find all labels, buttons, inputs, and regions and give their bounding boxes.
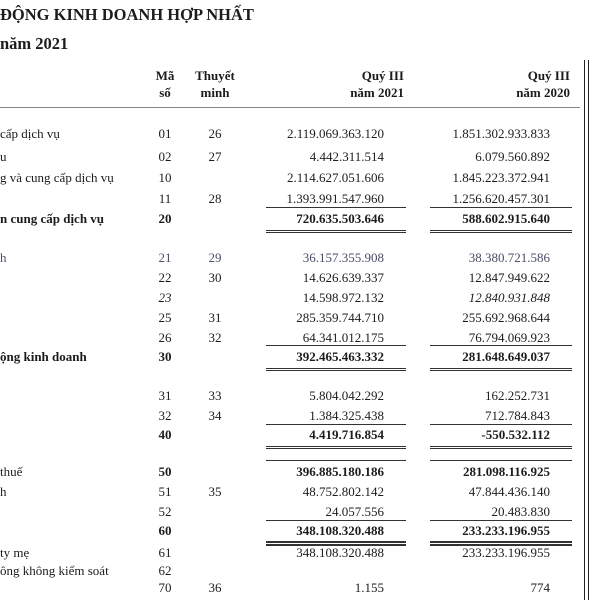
header-code xyxy=(150,67,180,101)
table-row xyxy=(0,168,580,188)
row-note: 34 xyxy=(208,408,222,423)
row-label: u xyxy=(0,149,7,164)
row-value-2020: 233.233.196.955 xyxy=(462,523,550,538)
header-code-line1: Mã xyxy=(155,68,175,83)
row-code: 32 xyxy=(158,408,172,423)
row-code: 25 xyxy=(158,310,172,325)
row-label: h xyxy=(0,484,7,499)
total-double-rule xyxy=(266,368,406,371)
row-note: 31 xyxy=(208,310,222,325)
row-value-2021: 2.114.627.051.606 xyxy=(286,170,384,185)
header-code-line2: số xyxy=(159,85,171,100)
row-value-2021: 2.119.069.363.120 xyxy=(286,126,384,141)
row-note: 33 xyxy=(208,388,222,403)
row-value-2020: 47.844.436.140 xyxy=(468,484,550,499)
table-row xyxy=(0,189,580,209)
table-row-total xyxy=(0,209,580,229)
row-code: 02 xyxy=(158,149,172,164)
row-label: thuế xyxy=(0,464,23,479)
table-row xyxy=(0,268,580,288)
subtotal-rule xyxy=(430,345,572,346)
header-q2021 xyxy=(244,67,404,101)
row-label: ty mẹ xyxy=(0,545,30,560)
row-value-2020: 712.784.843 xyxy=(485,408,550,423)
row-value-2021: 36.157.355.908 xyxy=(302,250,384,265)
table-row xyxy=(0,578,580,598)
row-value-2021: 348.108.320.488 xyxy=(296,545,384,560)
row-value-2020: 588.602.915.640 xyxy=(462,211,550,226)
row-label: cấp dịch vụ xyxy=(0,126,60,141)
row-code: 11 xyxy=(158,191,172,206)
row-value-2021: 396.885.180.186 xyxy=(296,464,384,479)
row-value-2020: 281.648.649.037 xyxy=(462,349,550,364)
header-q2021-line2: năm 2021 xyxy=(350,85,404,100)
row-value-2021: 348.108.320.488 xyxy=(296,523,384,538)
table-row xyxy=(0,124,580,144)
row-code: 61 xyxy=(158,545,172,560)
row-value-2021: 64.341.012.175 xyxy=(302,330,384,345)
row-code: 50 xyxy=(158,464,172,479)
row-value-2020: 12.847.949.622 xyxy=(468,270,550,285)
row-value-2021: 285.359.744.710 xyxy=(296,310,384,325)
row-code: 52 xyxy=(158,504,172,519)
row-value-2020: 20.483.830 xyxy=(491,504,550,519)
row-value-2021: 14.626.639.337 xyxy=(302,270,384,285)
row-code: 01 xyxy=(158,126,172,141)
row-code: 62 xyxy=(158,563,172,578)
row-value-2020: 233.233.196.955 xyxy=(462,545,550,560)
row-code: 30 xyxy=(158,349,172,364)
subtotal-rule xyxy=(266,207,406,208)
header-note-line2: minh xyxy=(200,85,230,100)
table-row-total xyxy=(0,425,580,445)
total-double-rule xyxy=(430,446,572,449)
row-code: 10 xyxy=(158,170,172,185)
header-q2020-line1: Quý III xyxy=(527,68,570,83)
table-row xyxy=(0,248,580,268)
header-q2020-line2: năm 2020 xyxy=(516,85,570,100)
header-rule xyxy=(0,107,580,108)
header-q2020 xyxy=(410,67,570,101)
row-note: 28 xyxy=(208,191,222,206)
row-code: 21 xyxy=(158,250,172,265)
table-row xyxy=(0,482,580,502)
total-double-rule xyxy=(266,230,406,233)
row-value-2020: 1.845.223.372.941 xyxy=(452,170,550,185)
row-code: 26 xyxy=(158,330,172,345)
row-value-2020: 1.851.302.933.833 xyxy=(452,126,550,141)
row-note: 36 xyxy=(208,580,222,595)
row-label: g và cung cấp dịch vụ xyxy=(0,170,114,185)
row-code: 40 xyxy=(158,427,172,442)
row-value-2021: 392.465.463.332 xyxy=(296,349,384,364)
row-value-2021: 5.804.042.292 xyxy=(309,388,384,403)
row-value-2021: 720.635.503.646 xyxy=(296,211,384,226)
report-title: ĐỘNG KINH DOANH HỢP NHẤT xyxy=(0,5,254,24)
table-row xyxy=(0,502,580,522)
table-row-total xyxy=(0,521,580,541)
page-border-line xyxy=(588,60,589,600)
row-value-2021: 1.155 xyxy=(354,580,384,595)
row-code: 31 xyxy=(158,388,172,403)
row-value-2020: 76.794.069.923 xyxy=(468,330,550,345)
subtotal-rule xyxy=(266,460,406,461)
row-code: 51 xyxy=(158,484,172,499)
subtotal-rule xyxy=(266,345,406,346)
table-row-total xyxy=(0,462,580,482)
total-double-rule xyxy=(266,446,406,449)
row-value-2021: 4.419.716.854 xyxy=(309,427,384,442)
table-row xyxy=(0,288,580,308)
row-value-2020: -550.532.112 xyxy=(481,427,550,442)
row-label: ộng kinh doanh xyxy=(0,349,87,364)
row-note: 35 xyxy=(208,484,222,499)
row-label: h xyxy=(0,250,7,265)
row-note: 27 xyxy=(208,149,222,164)
header-note xyxy=(184,67,246,101)
row-value-2021: 24.057.556 xyxy=(325,504,384,519)
row-value-2020: 12.840.931.848 xyxy=(468,290,550,305)
row-value-2020: 281.098.116.925 xyxy=(462,464,550,479)
row-code: 20 xyxy=(158,211,172,226)
row-code: 22 xyxy=(158,270,172,285)
table-row xyxy=(0,386,580,406)
row-value-2020: 774 xyxy=(530,580,550,595)
row-note: 32 xyxy=(208,330,222,345)
table-row-total xyxy=(0,347,580,367)
row-value-2020: 6.079.560.892 xyxy=(475,149,550,164)
row-note: 29 xyxy=(208,250,222,265)
subtotal-rule xyxy=(430,207,572,208)
table-row xyxy=(0,308,580,328)
row-value-2021: 1.393.991.547.960 xyxy=(286,191,384,206)
row-label: n cung cấp dịch vụ xyxy=(0,211,105,226)
total-double-rule xyxy=(430,368,572,371)
table-row xyxy=(0,147,580,167)
header-note-line1: Thuyết xyxy=(195,68,235,83)
table-row xyxy=(0,406,580,426)
row-code: 60 xyxy=(158,523,172,538)
row-value-2020: 162.252.731 xyxy=(485,388,550,403)
row-value-2021: 4.442.311.514 xyxy=(309,149,384,164)
row-value-2021: 1.384.325.438 xyxy=(309,408,384,423)
page-border-line xyxy=(584,60,585,600)
row-value-2021: 14.598.972.132 xyxy=(302,290,384,305)
row-label: ông không kiểm soát xyxy=(0,563,109,578)
total-double-rule xyxy=(430,230,572,233)
subtotal-rule xyxy=(430,460,572,461)
row-code: 23 xyxy=(158,290,172,305)
report-subtitle: năm 2021 xyxy=(0,34,69,53)
row-value-2020: 38.380.721.586 xyxy=(468,250,550,265)
row-note: 30 xyxy=(208,270,222,285)
row-note: 26 xyxy=(208,126,222,141)
header-q2021-line1: Quý III xyxy=(361,68,404,83)
table-row xyxy=(0,541,580,561)
row-code: 70 xyxy=(158,580,172,595)
row-value-2020: 1.256.620.457.301 xyxy=(452,191,550,206)
row-value-2020: 255.692.968.644 xyxy=(462,310,550,325)
row-value-2021: 48.752.802.142 xyxy=(302,484,384,499)
